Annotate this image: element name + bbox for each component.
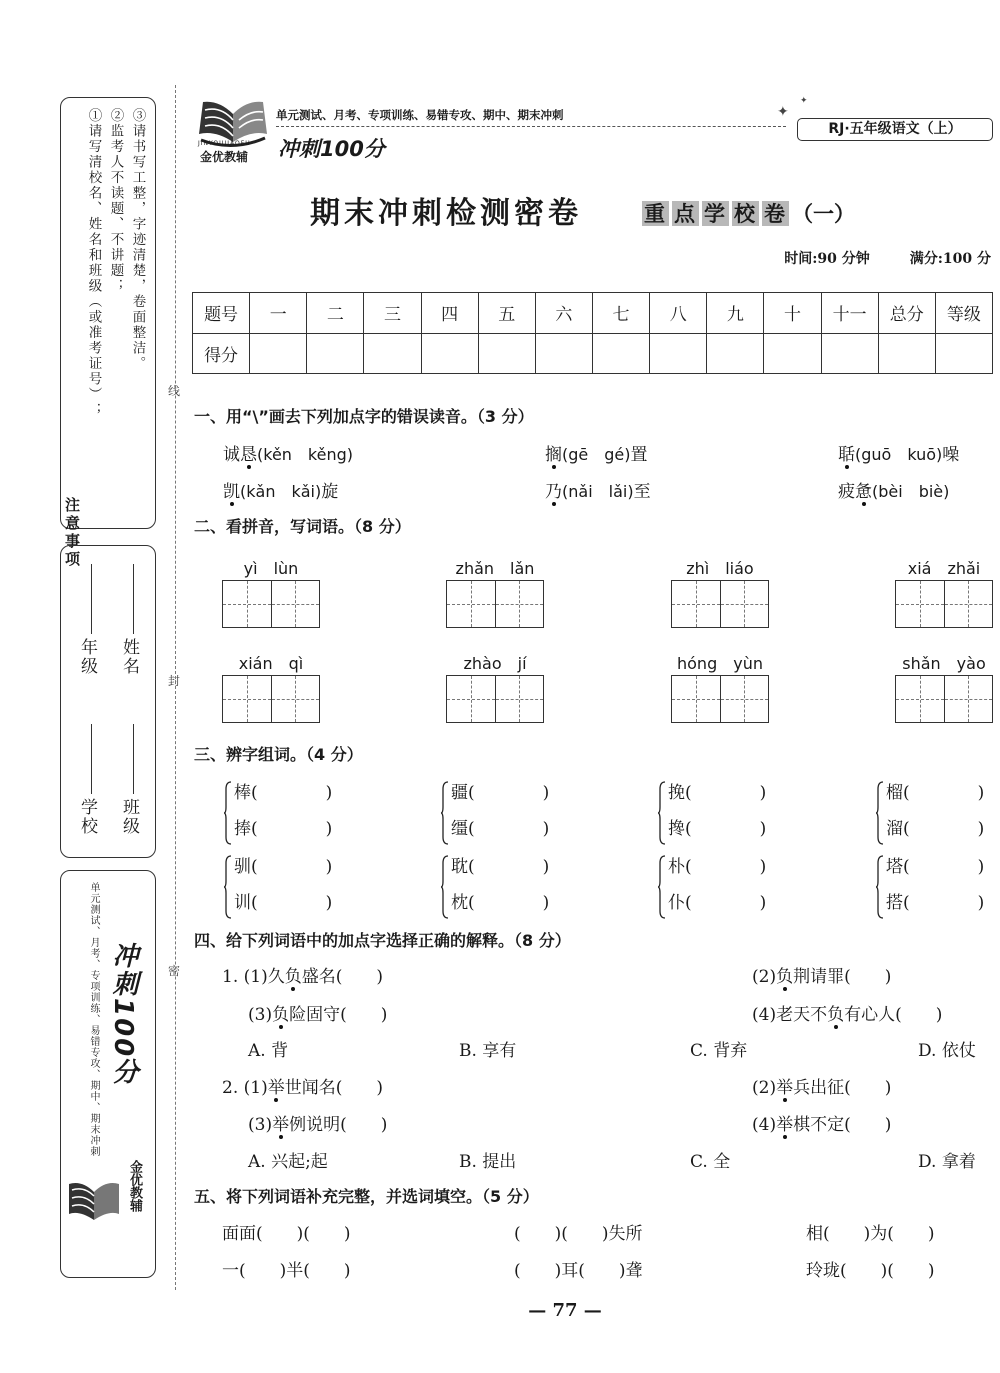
- s4-text: 棋不定( ): [793, 1115, 892, 1135]
- s4-dotted-char: 举: [776, 1078, 794, 1098]
- answer-paren[interactable]: ( ): [685, 819, 767, 839]
- answer-paren[interactable]: ( ): [251, 819, 333, 839]
- s1-text: 旋: [321, 482, 339, 502]
- brace-icon: [441, 855, 449, 919]
- score-table-header-row: [193, 293, 993, 334]
- s2-writing-grid[interactable]: [446, 675, 544, 723]
- s5-idiom[interactable]: 玲珑( )( ): [806, 1261, 935, 1281]
- s4-q1-option-c: C. 背弃: [690, 1041, 748, 1061]
- s1-text: 诚: [223, 445, 240, 465]
- s3-char: 捧: [234, 819, 251, 839]
- s5-idiom[interactable]: ( )( )失所: [514, 1224, 643, 1244]
- page-title: 期末冲刺检测密卷: [310, 196, 582, 231]
- score-cell[interactable]: [535, 333, 592, 374]
- score-table: [192, 292, 993, 374]
- s2-pinyin: zhì liáo: [686, 559, 754, 578]
- brace-icon: [876, 781, 884, 845]
- s3-word: [668, 852, 767, 877]
- s3-char-pair[interactable]: [658, 778, 773, 850]
- s2-pinyin: shǎn yào: [902, 654, 986, 673]
- score-header-label: 题号: [193, 293, 250, 334]
- score-col: 八: [650, 293, 707, 334]
- section-5-title: 五、将下列词语补充完整，并选词填空。（5 分）: [194, 1187, 539, 1206]
- s4-text: 有心人( ): [844, 1005, 943, 1025]
- s4-idx: (2): [752, 1078, 777, 1098]
- s1-text: 噪: [942, 445, 960, 465]
- s4-dotted-char: 负: [776, 967, 794, 987]
- s5-idiom[interactable]: 一( )半( ): [222, 1261, 351, 1281]
- s1-item-5[interactable]: [545, 477, 651, 502]
- s3-char: 溜: [886, 819, 903, 839]
- answer-paren[interactable]: ( ): [468, 893, 550, 913]
- s3-word: [886, 778, 985, 803]
- notes-title: 注意事项: [63, 497, 81, 569]
- s3-word: [451, 888, 550, 913]
- s3-word: [234, 852, 333, 877]
- s4-q1-option-d: D. 依仗: [918, 1041, 976, 1061]
- s4-dotted-char: 负: [827, 1005, 845, 1025]
- s2-writing-grid[interactable]: [222, 580, 320, 628]
- subtitle-suffix: （一）: [792, 201, 855, 226]
- s3-char: 仆: [668, 893, 685, 913]
- s1-item-3[interactable]: [838, 440, 959, 465]
- class-label: 班级: [119, 798, 139, 836]
- s2-pinyin: zhào jí: [463, 654, 527, 673]
- s1-item-1[interactable]: [223, 440, 353, 465]
- s3-char: 训: [234, 893, 251, 913]
- s1-item-6[interactable]: [838, 477, 949, 502]
- score-cell[interactable]: [821, 333, 878, 374]
- name-field[interactable]: [120, 560, 137, 676]
- s1-pinyin-options: (guō kuō): [855, 445, 943, 464]
- s2-writing-grid[interactable]: [895, 675, 993, 723]
- s4-text: 荆请罪( ): [793, 967, 892, 987]
- s1-text: 至: [633, 482, 651, 502]
- s3-word: [234, 888, 333, 913]
- s3-word: [668, 814, 767, 839]
- s3-char: 塔: [886, 857, 903, 877]
- s3-char: 搭: [886, 893, 903, 913]
- strip-publisher: 金优教辅: [127, 1160, 142, 1212]
- header-brand-line: 单元测试、月考、专项训练、易错专攻、期中、期末冲刺: [276, 108, 564, 122]
- note-line-3: ③请书写工整，字迹清楚，卷面整洁。: [129, 108, 146, 372]
- score-col: 四: [421, 293, 478, 334]
- s4-text: 老天不: [776, 1005, 828, 1025]
- s1-item-2[interactable]: [545, 440, 648, 465]
- brace-icon: [658, 781, 666, 845]
- subtitle-char: 点: [674, 201, 697, 226]
- s1-pinyin-options: (kǎn kǎi): [240, 482, 322, 501]
- s4-idx: (1): [243, 1078, 268, 1098]
- s3-char-pair[interactable]: [441, 778, 556, 850]
- s3-char-pair[interactable]: [441, 852, 556, 924]
- answer-paren[interactable]: ( ): [685, 893, 767, 913]
- s3-char: 耽: [451, 857, 468, 877]
- strip-brand-name: 冲刺100分: [108, 942, 138, 1087]
- publisher-name: 金优教辅: [200, 150, 249, 164]
- answer-paren[interactable]: ( ): [903, 819, 985, 839]
- s4-q1-item-3[interactable]: [248, 1000, 387, 1025]
- s2-pinyin: hóng yùn: [677, 654, 763, 673]
- s1-pinyin-options: (kěn kěng): [257, 445, 354, 464]
- answer-paren[interactable]: ( ): [251, 783, 333, 803]
- score-table-row: [193, 333, 993, 374]
- s3-word: [668, 778, 767, 803]
- s4-q2-option-c: C. 全: [690, 1152, 731, 1172]
- s3-char-pair[interactable]: [876, 778, 991, 850]
- s1-dotted-char: 凯: [223, 482, 240, 502]
- header-dash-line: [276, 126, 786, 127]
- s3-char: 棒: [234, 783, 251, 803]
- cut-mark-line: 线: [168, 384, 181, 398]
- page-number: — 77 —: [528, 1300, 602, 1321]
- s4-q2-item-4[interactable]: [752, 1110, 891, 1135]
- grade-badge: RJ·五年级语文（上）: [797, 118, 993, 141]
- answer-paren[interactable]: ( ): [903, 893, 985, 913]
- s4-idx: (3): [248, 1005, 273, 1025]
- s4-text: 兵出征( ): [793, 1078, 892, 1098]
- score-cell[interactable]: [592, 333, 649, 374]
- strip-brand-line: 单元测试、月考、专项训练、易错专攻、期中、期末冲刺: [88, 882, 99, 1157]
- section-4-title: 四、给下列词语中的加点字选择正确的解释。（8 分）: [194, 931, 571, 950]
- score-cell[interactable]: [307, 333, 364, 374]
- s2-pinyin: zhǎn lǎn: [455, 559, 535, 578]
- student-info-box: [60, 545, 156, 858]
- subtitle-char: 重: [644, 201, 667, 226]
- s4-q2-item-3[interactable]: [248, 1110, 387, 1135]
- note-line-2: ②监考人不读题、不讲题；: [107, 108, 124, 294]
- s4-text: 险固守( ): [289, 1005, 388, 1025]
- s3-char-pair[interactable]: [224, 852, 339, 924]
- s1-pinyin-options: (gē gé): [562, 445, 631, 464]
- class-field[interactable]: [120, 720, 137, 836]
- s4-dotted-char: 举: [776, 1115, 794, 1135]
- s4-dotted-char: 负: [284, 967, 302, 987]
- s1-text: 疲: [838, 482, 855, 502]
- score-col: 一: [250, 293, 307, 334]
- score-cell[interactable]: [764, 333, 821, 374]
- brace-icon: [876, 855, 884, 919]
- score-cell[interactable]: [250, 333, 307, 374]
- score-col: 九: [707, 293, 764, 334]
- s3-char: 枕: [451, 893, 468, 913]
- header-brand-name: 冲刺100分: [278, 137, 385, 161]
- s4-q2-item-2[interactable]: [752, 1073, 891, 1098]
- s3-word: [234, 778, 333, 803]
- brace-icon: [224, 781, 232, 845]
- subtitle-char: 校: [734, 201, 757, 226]
- s1-pinyin-options: (nǎi lǎi): [562, 482, 634, 501]
- sparkle-icon: ✦: [777, 104, 789, 120]
- s3-char-pair[interactable]: [224, 778, 339, 850]
- s3-char: 搀: [668, 819, 685, 839]
- score-row-label: 得分: [193, 333, 250, 374]
- answer-paren[interactable]: ( ): [903, 857, 985, 877]
- s4-text: 盛名( ): [301, 967, 383, 987]
- score-col: 五: [478, 293, 535, 334]
- s3-word: [886, 888, 985, 913]
- answer-paren[interactable]: ( ): [468, 857, 550, 877]
- s3-char: 榴: [886, 783, 903, 803]
- s2-pinyin: xiá zhǎi: [907, 559, 981, 578]
- score-col: 七: [592, 293, 649, 334]
- section-1-title: 一、用“\”画去下列加点字的错误读音。（3 分）: [194, 407, 534, 426]
- brace-icon: [224, 855, 232, 919]
- answer-paren[interactable]: ( ): [468, 819, 550, 839]
- school-label: 学校: [77, 798, 97, 836]
- s1-dotted-char: 搁: [545, 445, 562, 465]
- s3-char: 缰: [451, 819, 468, 839]
- s4-q1-item-1[interactable]: [222, 962, 383, 987]
- s3-word: [451, 852, 550, 877]
- note-line-1: ①请写清校名、姓名和班级（或准考证号）；: [85, 108, 102, 418]
- s4-q1-option-a: A. 背: [248, 1041, 289, 1061]
- score-cell[interactable]: [364, 333, 421, 374]
- s5-idiom[interactable]: ( )耳( )聋: [514, 1261, 643, 1281]
- s4-idx: (3): [248, 1115, 273, 1135]
- s1-dotted-char: 聒: [838, 445, 855, 465]
- s4-q1-option-b: B. 享有: [459, 1041, 517, 1061]
- s3-char: 挽: [668, 783, 685, 803]
- s2-pinyin: yì lùn: [243, 559, 299, 578]
- s2-writing-grid[interactable]: [446, 580, 544, 628]
- name-label: 姓名: [119, 638, 139, 676]
- s1-item-4[interactable]: [223, 477, 338, 502]
- s4-idx: (1): [243, 967, 268, 987]
- score-col: 二: [307, 293, 364, 334]
- s2-writing-grid[interactable]: [671, 675, 769, 723]
- publisher-en: JINYOUJIAOFU: [198, 140, 251, 147]
- time-limit: 时间:90 分钟: [784, 251, 870, 267]
- page-subtitle: [642, 198, 855, 228]
- s4-idx: (2): [752, 967, 777, 987]
- section-3-title: 三、辨字组词。（4 分）: [194, 745, 363, 764]
- answer-paren[interactable]: ( ): [251, 893, 333, 913]
- s4-dotted-char: 举: [267, 1078, 285, 1098]
- school-field[interactable]: [78, 720, 95, 836]
- s4-q-num: 2.: [222, 1078, 239, 1098]
- s4-text: 久: [267, 967, 285, 987]
- s3-word: [668, 888, 767, 913]
- s3-char: 驯: [234, 857, 251, 877]
- answer-paren[interactable]: ( ): [685, 857, 767, 877]
- s1-pinyin-options: (bèi biè): [872, 482, 950, 501]
- s4-q2-option-d: D. 拿着: [918, 1152, 976, 1172]
- s4-q2-item-1[interactable]: [222, 1073, 383, 1098]
- subtitle-char: 卷: [764, 201, 787, 226]
- score-cell[interactable]: [650, 333, 707, 374]
- s3-char-pair[interactable]: [658, 852, 773, 924]
- cut-mark-seal: 封: [168, 674, 181, 688]
- s3-word: [451, 814, 550, 839]
- subtitle-char: 学: [704, 201, 727, 226]
- s1-dotted-char: 乃: [545, 482, 562, 502]
- s4-q1-item-4[interactable]: [752, 1000, 942, 1025]
- score-col: 三: [364, 293, 421, 334]
- s4-q-num: 1.: [222, 967, 239, 987]
- section-2-title: 二、看拼音，写词语。（8 分）: [194, 517, 411, 536]
- s2-writing-grid[interactable]: [222, 675, 320, 723]
- score-col: 十: [764, 293, 821, 334]
- s2-writing-grid[interactable]: [895, 580, 993, 628]
- answer-paren[interactable]: ( ): [685, 783, 767, 803]
- full-score: 满分:100 分: [909, 251, 991, 267]
- brace-icon: [441, 781, 449, 845]
- score-cell[interactable]: [421, 333, 478, 374]
- s4-q1-item-2[interactable]: [752, 962, 891, 987]
- score-cell[interactable]: [707, 333, 764, 374]
- s2-pinyin: xián qì: [238, 654, 304, 673]
- s3-char: 朴: [668, 857, 685, 877]
- strip-book-logo-icon: [64, 1170, 124, 1230]
- answer-paren[interactable]: ( ): [903, 783, 985, 803]
- answer-paren[interactable]: ( ): [251, 857, 333, 877]
- s1-dotted-char: 恳: [240, 445, 257, 465]
- s4-text: 世闻名( ): [284, 1078, 383, 1098]
- score-cell[interactable]: [878, 333, 935, 374]
- s4-idx: (4): [752, 1115, 777, 1135]
- grade-field[interactable]: [78, 560, 95, 676]
- score-cell[interactable]: [478, 333, 535, 374]
- s4-text: 例说明( ): [289, 1115, 388, 1135]
- s3-word: [234, 814, 333, 839]
- cut-mark-secret: 密: [168, 964, 181, 978]
- score-col: 等级: [935, 293, 992, 334]
- s5-idiom[interactable]: 相( )为( ): [806, 1224, 935, 1244]
- s4-q2-option-b: B. 提出: [459, 1152, 517, 1172]
- score-col: 六: [535, 293, 592, 334]
- brace-icon: [658, 855, 666, 919]
- grade-label: 年级: [77, 638, 97, 676]
- cut-dashed-line: [175, 85, 176, 1290]
- s5-idiom[interactable]: 面面( )( ): [222, 1224, 351, 1244]
- s2-writing-grid[interactable]: [671, 580, 769, 628]
- s1-dotted-char: 惫: [855, 482, 872, 502]
- s3-char-pair[interactable]: [876, 852, 991, 924]
- s1-text: 置: [630, 445, 648, 465]
- s3-word: [451, 778, 550, 803]
- s3-word: [886, 814, 985, 839]
- s4-q2-option-a: A. 兴起;起: [248, 1152, 328, 1172]
- sparkle-small-icon: ✦: [800, 96, 808, 106]
- score-col: 总分: [878, 293, 935, 334]
- answer-paren[interactable]: ( ): [468, 783, 550, 803]
- s4-idx: (4): [752, 1005, 777, 1025]
- s4-dotted-char: 负: [272, 1005, 290, 1025]
- s3-char: 疆: [451, 783, 468, 803]
- exam-timing: [784, 248, 991, 268]
- score-cell[interactable]: [935, 333, 992, 374]
- s3-word: [886, 852, 985, 877]
- score-col: 十一: [821, 293, 878, 334]
- s4-dotted-char: 举: [272, 1115, 290, 1135]
